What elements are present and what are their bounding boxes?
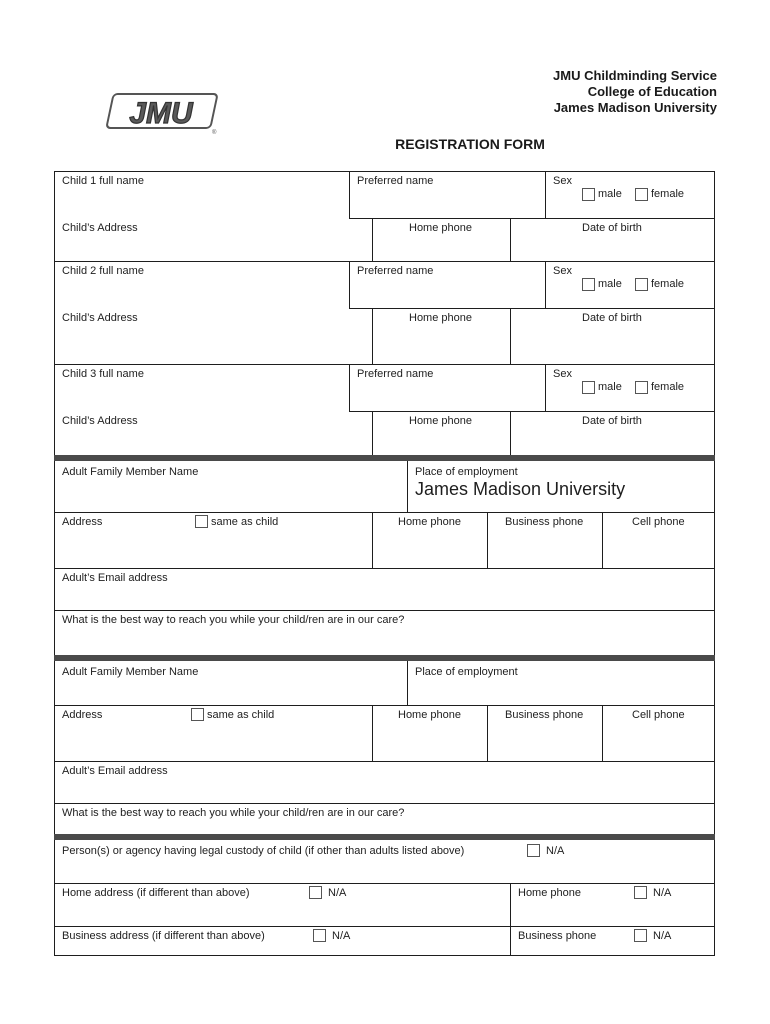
adult-1-address-field[interactable]: Address [62,516,103,528]
adult-2-business-phone-field[interactable]: Business phone [505,709,584,721]
child-2-male-checkbox[interactable] [582,278,595,291]
child-1-female-checkbox[interactable] [635,188,648,201]
svg-text:®: ® [212,130,217,136]
child-1-home-phone-field[interactable]: Home phone [409,222,472,234]
child-1-female-label: female [651,188,685,200]
custody-business-phone-na-label: N/A [653,930,672,942]
header-line-1: JMU Childminding Service [553,68,717,83]
custody-business-phone-na-checkbox[interactable] [634,929,647,942]
adult-1-business-phone-field[interactable]: Business phone [505,516,584,528]
child-2-preferred-name-field[interactable]: Preferred name [357,265,434,277]
child-1-dob-field[interactable]: Date of birth [582,222,642,234]
child-3-address-field[interactable]: Child’s Address [62,415,138,427]
custody-field[interactable]: Person(s) or agency having legal custody of child (if other than adults listed above) [62,845,465,857]
custody-na-checkbox[interactable] [527,844,540,857]
adult-1-home-phone-field[interactable]: Home phone [398,516,461,528]
child-3-sex-label: Sex [553,368,572,380]
child-3-full-name-field[interactable]: Child 3 full name [62,368,144,380]
adult-1-same-as-child-label: same as child [211,516,279,528]
child-2-full-name-field[interactable]: Child 2 full name [62,265,144,277]
child-1-address-field[interactable]: Child’s Address [62,222,138,234]
adult-2-address-field[interactable]: Address [62,709,103,721]
child-2-dob-field[interactable]: Date of birth [582,312,642,324]
adult-1-email-field[interactable]: Adult’s Email address [62,572,168,584]
header-line-2: College of Education [587,84,717,99]
section-divider [54,834,715,840]
child-1-male-checkbox[interactable] [582,188,595,201]
child-1-male-label: male [598,188,622,200]
child-3-male-checkbox[interactable] [582,381,595,394]
child-3-male-label: male [598,381,622,393]
adult-2-employment-field[interactable]: Place of employment [415,666,518,678]
section-divider [54,655,715,661]
adult-2-best-way-field[interactable]: What is the best way to reach you while your child/ren are in our care? [62,807,405,819]
child-1-preferred-name-field[interactable]: Preferred name [357,175,434,187]
child-2-home-phone-field[interactable]: Home phone [409,312,472,324]
adult-1-same-as-child-checkbox[interactable] [195,515,208,528]
child-3-female-label: female [651,381,685,393]
child-3-dob-field[interactable]: Date of birth [582,415,642,427]
custody-home-address-na-label: N/A [328,887,347,899]
adult-2-same-as-child-checkbox[interactable] [191,708,204,721]
adult-1-cell-phone-field[interactable]: Cell phone [632,516,685,528]
adult-2-email-field[interactable]: Adult’s Email address [62,765,168,777]
form-title: REGISTRATION FORM [395,136,545,152]
custody-business-phone-field[interactable]: Business phone [518,930,597,942]
adult-2-same-as-child-label: same as child [207,709,275,721]
jmu-logo [104,92,222,136]
child-1-full-name-field[interactable]: Child 1 full name [62,175,144,187]
child-3-home-phone-field[interactable]: Home phone [409,415,472,427]
section-divider [54,455,715,461]
custody-na-label: N/A [546,845,565,857]
adult-2-name-field[interactable]: Adult Family Member Name [62,666,199,678]
custody-business-address-field[interactable]: Business address (if different than above) [62,930,265,942]
child-2-sex-label: Sex [553,265,572,277]
custody-business-address-na-checkbox[interactable] [313,929,326,942]
custody-home-address-field[interactable]: Home address (if different than above) [62,887,250,899]
adult-1-name-field[interactable]: Adult Family Member Name [62,466,199,478]
custody-home-address-na-checkbox[interactable] [309,886,322,899]
child-3-preferred-name-field[interactable]: Preferred name [357,368,434,380]
child-3-female-checkbox[interactable] [635,381,648,394]
custody-home-phone-na-label: N/A [653,887,672,899]
adult-2-home-phone-field[interactable]: Home phone [398,709,461,721]
child-2-female-checkbox[interactable] [635,278,648,291]
custody-business-address-na-label: N/A [332,930,351,942]
adult-1-employment-label: Place of employment [415,466,518,478]
custody-home-phone-field[interactable]: Home phone [518,887,581,899]
adult-1-employment-value[interactable]: James Madison University [415,479,626,499]
child-2-male-label: male [598,278,622,290]
custody-home-phone-na-checkbox[interactable] [634,886,647,899]
adult-1-best-way-field[interactable]: What is the best way to reach you while your child/ren are in our care? [62,614,405,626]
adult-2-cell-phone-field[interactable]: Cell phone [632,709,685,721]
logo-text: JMU [129,97,193,130]
header-line-3: James Madison University [553,100,717,115]
child-1-sex-label: Sex [553,175,572,187]
child-2-address-field[interactable]: Child’s Address [62,312,138,324]
child-2-female-label: female [651,278,685,290]
